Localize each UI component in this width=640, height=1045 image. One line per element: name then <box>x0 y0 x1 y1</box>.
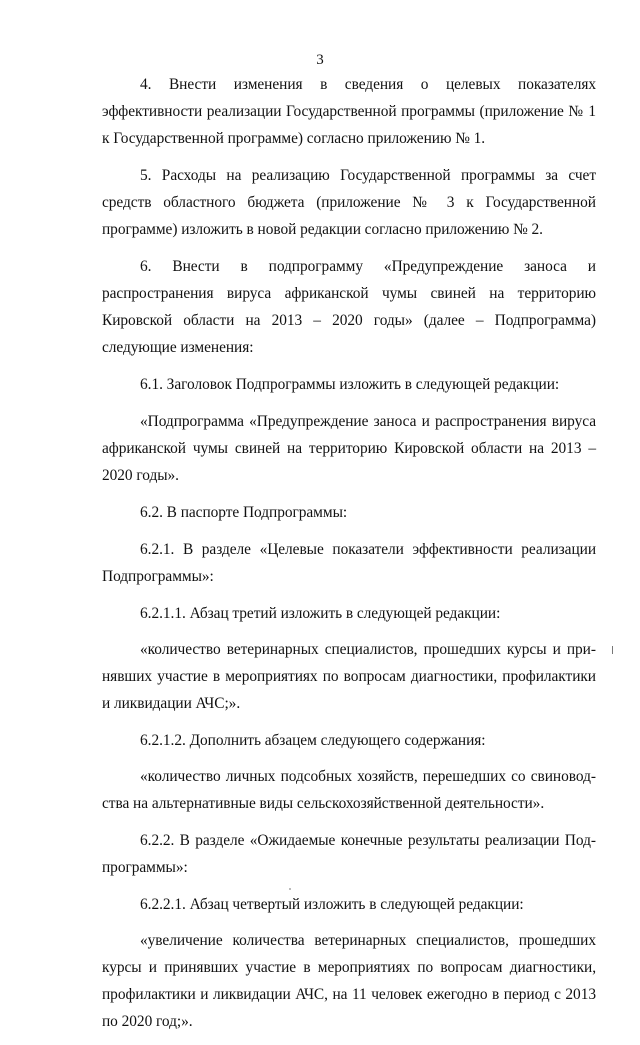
page-number: 3 <box>316 52 324 68</box>
paragraph-item-6-2-2: 6.2.2. В разделе «Ожидаемые конечные результаты реализации Подпрограммы»: <box>102 832 596 876</box>
paragraph-quote-households: «количество личных подсобных хозяйств, перешедших со свиноводства на альтернативные виды сельскохозяйственной деятельности». <box>102 768 596 812</box>
paragraph-item-6-2-1-1: 6.2.1.1. Абзац третий изложить в следующей редакции: <box>140 605 501 622</box>
paragraph-item-6-2: 6.2. В паспорте Подпрограммы: <box>140 504 348 521</box>
document-body <box>102 71 596 1045</box>
paragraph-item-5: 5. Расходы на реализацию Государственной программы за счет средств областного бюджета (приложение № 3 к Государственной программе) изложить в новой редакции согласно приложению № 2. <box>102 167 596 238</box>
scan-dot <box>289 888 291 890</box>
paragraph-quote-increase: «увеличение количества ветеринарных специалистов, прошедших курсы и принявших участие в мероприятиях по вопросам диагностики, профилактики и ликвидации АЧС, на 11 человек ежегодно в период с 2013 по 2020 год;». <box>102 932 596 1030</box>
margin-mark <box>612 646 613 654</box>
paragraph-item-6: 6. Внести в подпрограмму «Предупреждение заноса и распространения вируса африканской чумы свиней на территорию Кировской области на 2013 – 2020 годы» (далее – Подпрограмма) следующие изменения: <box>102 258 596 356</box>
paragraph-quote-specialists: «количество ветеринарных специалистов, прошедших курсы и принявших участие в мероприятиях по вопросам диагностики, профилактики и ликвидации АЧС;». <box>102 641 596 712</box>
paragraph-item-6-2-2-1: 6.2.2.1. Абзац четвертый изложить в следующей редакции: <box>140 896 524 913</box>
paragraph-item-6-2-1: 6.2.1. В разделе «Целевые показатели эффективности реализации Подпрограммы»: <box>102 541 596 585</box>
paragraph-quote-title: «Подпрограмма «Предупреждение заноса и распространения вируса африканской чумы свиней на территорию Кировской области на 2013 – 2020 годы». <box>102 413 596 484</box>
paragraph-item-6-2-1-2: 6.2.1.2. Дополнить абзацем следующего содержания: <box>140 732 486 749</box>
paragraph-item-4: 4. Внести изменения в сведения о целевых показателях эффективности реализации Государственной программы (приложение № 1 к Государственной программе) согласно приложению № 1. <box>102 76 596 147</box>
paragraph-item-6-1: 6.1. Заголовок Подпрограммы изложить в следующей редакции: <box>140 376 560 393</box>
